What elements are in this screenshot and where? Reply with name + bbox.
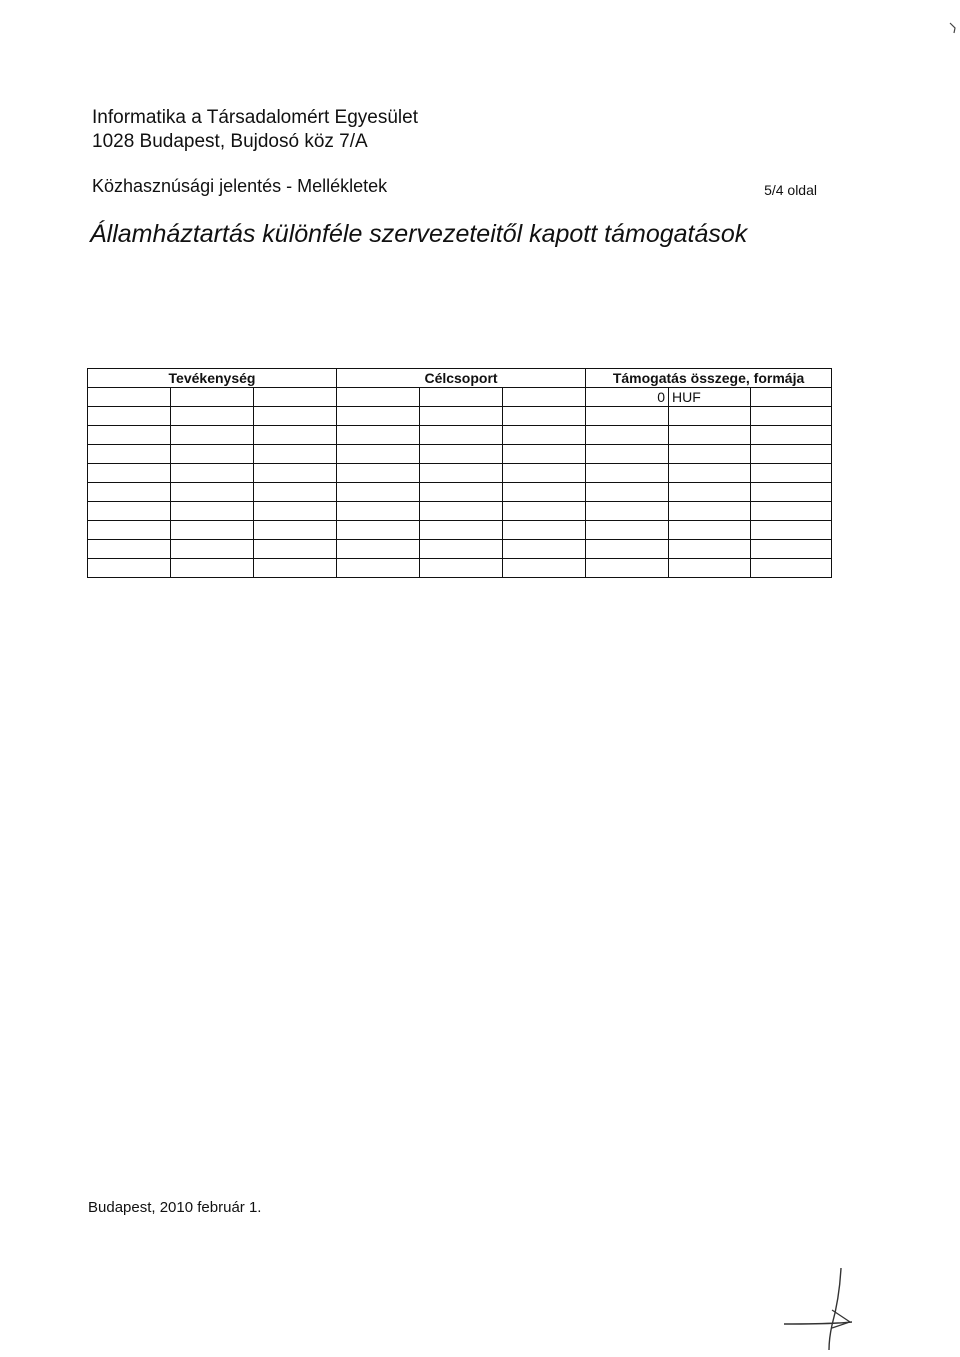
place-and-date: Budapest, 2010 február 1.	[88, 1199, 262, 1216]
table-cell	[254, 559, 337, 578]
table-cell	[586, 483, 669, 502]
table-cell	[586, 407, 669, 426]
table-cell	[420, 540, 503, 559]
table-cell	[88, 540, 171, 559]
table-cell	[669, 426, 751, 445]
table-cell	[669, 407, 751, 426]
table-cell	[88, 502, 171, 521]
table-cell	[337, 445, 420, 464]
table-cell	[751, 521, 832, 540]
table-cell	[171, 559, 254, 578]
table-cell	[171, 445, 254, 464]
table-cell	[88, 559, 171, 578]
table-cell	[171, 464, 254, 483]
table-cell	[751, 426, 832, 445]
table-cell	[586, 445, 669, 464]
table-cell	[171, 502, 254, 521]
table-cell	[751, 445, 832, 464]
table-cell	[254, 426, 337, 445]
page-number: 5/4 oldal	[764, 182, 817, 198]
table-cell	[254, 483, 337, 502]
table-cell	[171, 426, 254, 445]
table-cell	[337, 483, 420, 502]
table-cell	[420, 521, 503, 540]
table-cell	[337, 426, 420, 445]
table-cell	[751, 388, 832, 407]
table-cell	[503, 464, 586, 483]
table-cell	[420, 559, 503, 578]
table-cell	[254, 540, 337, 559]
table-row	[88, 464, 832, 483]
table-cell	[254, 464, 337, 483]
table-row	[88, 502, 832, 521]
table-cell	[503, 483, 586, 502]
table-cell	[503, 407, 586, 426]
support-currency: HUF	[669, 388, 751, 407]
table-cell	[420, 426, 503, 445]
table-cell	[337, 521, 420, 540]
report-subtitle: Közhasznúsági jelentés - Mellékletek	[92, 176, 388, 196]
table-row	[88, 388, 832, 407]
table-cell	[254, 502, 337, 521]
table-cell	[88, 388, 171, 407]
table-cell	[88, 521, 171, 540]
table-cell	[420, 502, 503, 521]
column-header-activity: Tevékenység	[88, 369, 337, 388]
table-cell	[337, 407, 420, 426]
table-cell	[420, 464, 503, 483]
table-cell	[751, 559, 832, 578]
table-cell	[420, 483, 503, 502]
table-cell	[503, 502, 586, 521]
table-cell	[503, 540, 586, 559]
table-cell	[503, 445, 586, 464]
table-cell	[88, 445, 171, 464]
table-cell	[751, 540, 832, 559]
table-cell	[254, 445, 337, 464]
table-cell	[586, 559, 669, 578]
table-cell	[254, 521, 337, 540]
table-cell	[337, 388, 420, 407]
table-cell	[337, 502, 420, 521]
column-header-support-amount: Támogatás összege, formája	[586, 369, 832, 388]
table-cell	[254, 388, 337, 407]
organization-name: Informatika a Társadalomért Egyesület	[92, 107, 418, 128]
table-cell	[669, 464, 751, 483]
table-cell	[751, 464, 832, 483]
table-cell	[88, 483, 171, 502]
column-header-target-group: Célcsoport	[337, 369, 586, 388]
table-cell	[586, 540, 669, 559]
table-cell	[751, 502, 832, 521]
table-cell	[420, 407, 503, 426]
table-cell	[586, 521, 669, 540]
handwritten-signature	[780, 1262, 860, 1352]
table-cell	[171, 540, 254, 559]
table-cell	[669, 521, 751, 540]
table-cell	[337, 559, 420, 578]
section-title: Államháztartás különféle szervezeteitől kapott támogatások	[90, 220, 748, 248]
table-cell	[503, 521, 586, 540]
table-row	[88, 483, 832, 502]
table-cell	[586, 426, 669, 445]
table-cell	[171, 521, 254, 540]
table-cell	[171, 407, 254, 426]
table-cell	[751, 407, 832, 426]
support-table	[87, 368, 832, 578]
table-header-row	[88, 369, 832, 388]
table-cell	[669, 559, 751, 578]
table-cell	[337, 540, 420, 559]
table-cell	[88, 407, 171, 426]
table-cell	[88, 426, 171, 445]
table-cell	[420, 445, 503, 464]
table-cell	[669, 540, 751, 559]
table-row	[88, 521, 832, 540]
table-cell	[88, 464, 171, 483]
scan-mark	[949, 20, 957, 34]
table-cell	[586, 464, 669, 483]
table-cell	[171, 483, 254, 502]
table-cell	[751, 483, 832, 502]
table-cell	[669, 445, 751, 464]
table-row	[88, 407, 832, 426]
table-cell	[503, 388, 586, 407]
table-row	[88, 426, 832, 445]
table-cell	[503, 426, 586, 445]
table-cell	[586, 502, 669, 521]
table-cell	[254, 407, 337, 426]
organization-address: 1028 Budapest, Bujdosó köz 7/A	[92, 131, 368, 152]
table-row	[88, 540, 832, 559]
table-cell	[503, 559, 586, 578]
table-cell	[171, 388, 254, 407]
table-row	[88, 445, 832, 464]
support-amount: 0	[586, 388, 669, 407]
table-cell	[669, 502, 751, 521]
table-cell	[337, 464, 420, 483]
table-row	[88, 559, 832, 578]
table-cell	[669, 483, 751, 502]
table-cell	[420, 388, 503, 407]
